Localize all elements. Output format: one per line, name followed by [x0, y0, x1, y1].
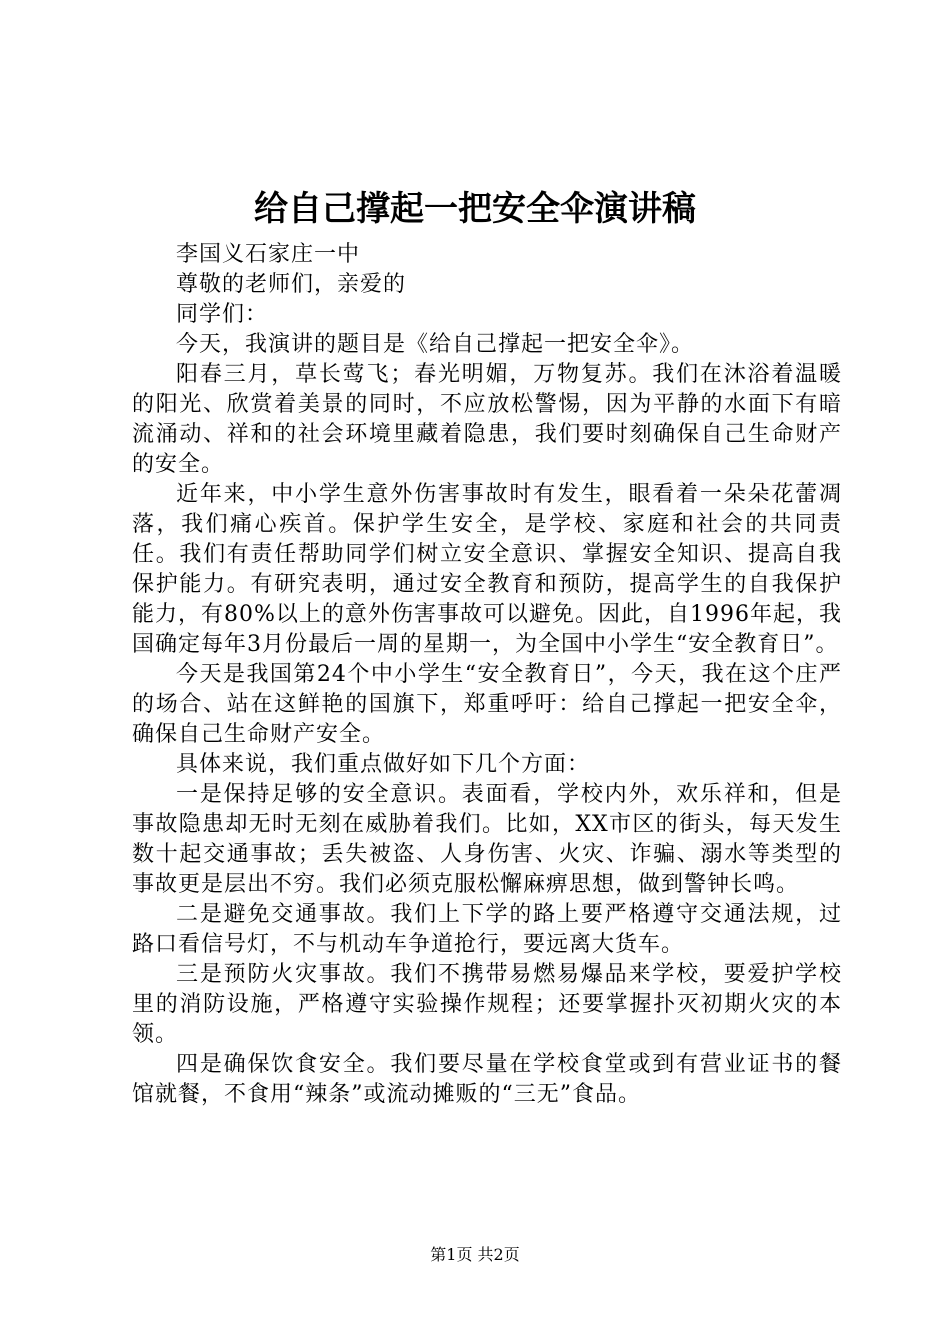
paragraph-point-three: 三是预防火灾事故。我们不携带易燃易爆品来学校，要爱护学校里的消防设施，严格遵守实验操作规程；还要掌握扑灭初期火灾的本领。 [132, 962, 842, 1047]
paragraph-point-two: 二是避免交通事故。我们上下学的路上要严格遵守交通法规，过路口看信号灯，不与机动车争道抢行，要远离大货车。 [132, 902, 842, 957]
paragraph-point-four: 四是确保饮食安全。我们要尽量在学校食堂或到有营业证书的餐馆就餐，不食用“辣条”或流动摊贩的“三无”食品。 [132, 1052, 842, 1107]
paragraph-accidents: 近年来，中小学生意外伤害事故时有发生，眼看着一朵朵花蕾凋落，我们痛心疾首。保护学生安全，是学校、家庭和社会的共同责任。我们有责任帮助同学们树立安全意识、掌握安全知识、提高自我保护能力。有研究表明，通过安全教育和预防，提高学生的自我保护能力，有80%以上的意外伤害事故可以避免。因此，自1996年起，我国确定每年3月份最后一周的星期一，为全国中小学生“安全教育日”。 [132, 482, 842, 657]
paragraph-safety-day: 今天是我国第24个中小学生“安全教育日”，今天，我在这个庄严的场合、站在这鲜艳的国旗下，郑重呼吁：给自己撑起一把安全伞，确保自己生命财产安全。 [132, 662, 842, 747]
page-number-footer: 第1页 共2页 [430, 1245, 520, 1264]
salutation-line-continued: 同学们： [176, 302, 269, 327]
author-line: 李国义石家庄一中 [176, 242, 361, 267]
salutation-line: 尊敬的老师们，亲爱的 [176, 272, 407, 297]
paragraph-point-one: 一是保持足够的安全意识。表面看，学校内外，欢乐祥和，但是事故隐患却无时无刻在威胁着我们。比如，XX市区的街头，每天发生数十起交通事故；丢失被盗、人身伤害、火灾、诈骗、溺水等类型的事故更是层出不穷。我们必须克服松懈麻痹思想，做到警钟长鸣。 [132, 782, 842, 897]
paragraph-aspects-intro: 具体来说，我们重点做好如下几个方面： [176, 752, 591, 777]
document-body [132, 240, 842, 1110]
paragraph-intro: 今天，我演讲的题目是《给自己撑起一把安全伞》。 [176, 332, 695, 357]
paragraph-spring: 阳春三月，草长莺飞；春光明媚，万物复苏。我们在沐浴着温暖的阳光、欣赏着美景的同时，不应放松警惕，因为平静的水面下有暗流涌动、祥和的社会环境里藏着隐患，我们要时刻确保自己生命财产的安全。 [132, 362, 842, 477]
document-title: 给自己撑起一把安全伞演讲稿 [254, 189, 696, 229]
